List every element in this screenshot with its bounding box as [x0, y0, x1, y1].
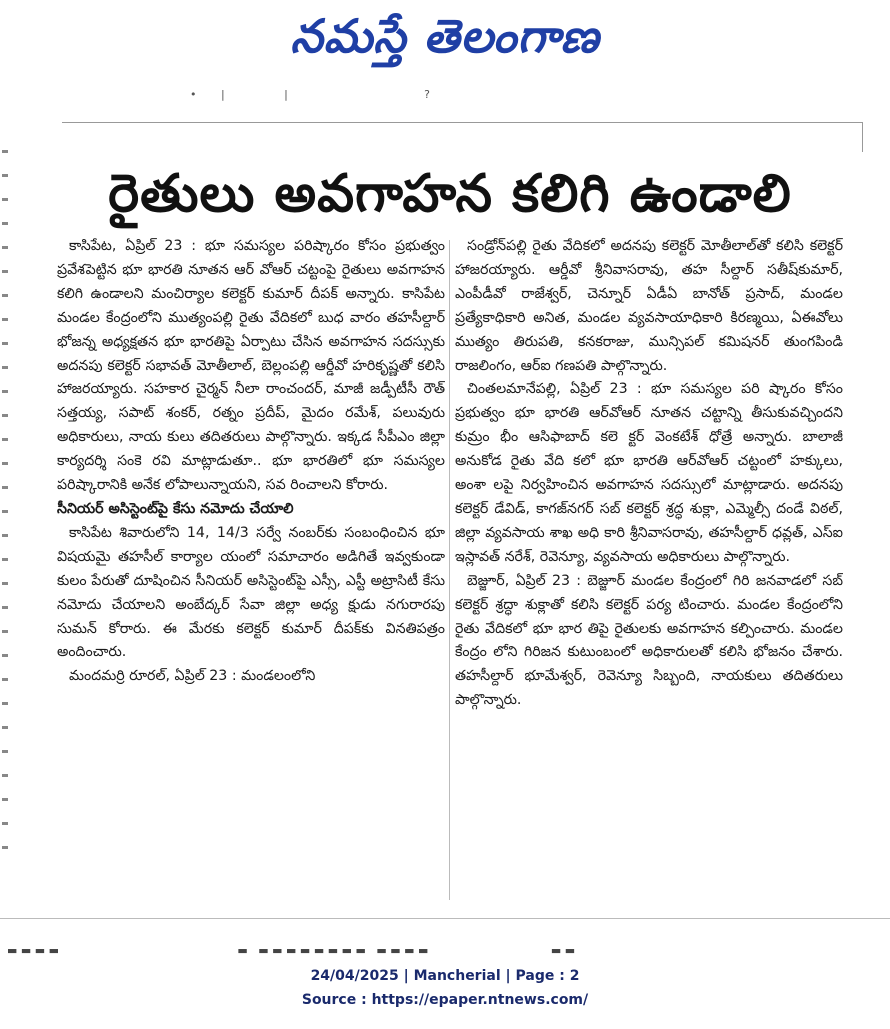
article-column-left	[57, 235, 445, 905]
left-margin-fragment	[2, 150, 8, 850]
masthead-logo: నమస్తే తెలంగాణ	[290, 9, 600, 63]
article-paragraph: బెజ్జూర్, ఏప్రిల్ 23 : బెజ్జూర్ మండల కేంద్రంలో గిరి జనవాడలో సబ్ కలెక్టర్ శ్రద్ధా శుక్లాతో కలిసి కలెక్టర్ పర్య టించారు. మండల కేంద్రంలోని రైతు వేదికలో భూ భార తిపై రైతులకు అవగాహన కల్పించారు. మండల కేంద్రం లోని గిరిజన కుటుంబంలో అధికారులతో కలిసి భోజనం చేశారు. తహసీల్దార్ భూమేశ్వర్, రెవెన్యూ సిబ్బంది, నాయకులు తదితరులు పాల్గొన్నారు.	[455, 572, 843, 709]
top-rule	[62, 122, 862, 123]
cropped-glyphs: ▬ ▬ ▬ ▬ ▬ ▬ ▬ ▬ ▬ ▬ ▬ ▬ ▬ ▬ ▬ ▬ ▬ ▬ ▬	[0, 944, 576, 957]
cropped-glyphs: • | | ?	[190, 88, 431, 101]
article-paragraph: చింతలమానేపల్లి, ఏప్రిల్ 23 : భూ సమస్యల పరి ష్కారం కోసం ప్రభుత్వం భూ భారతి ఆర్‌వోఆర్ నూతన చట్టాన్ని తీసుకువచ్చిందని కుమ్రం భీం ఆసిఫాబాద్ కలె క్టర్ వెంకటేశ్ ధోత్రే అన్నారు. బాలాజీ అనుకోడ రైతు వేది కలో భూ భారతి ఆర్‌వోఆర్ చట్టంలో హక్కులు, అంశా లపై నిర్వహించిన అవగాహన సదస్సులో మాట్లాడారు. అదనపు కలెక్టర్ డేవిడ్, కాగజ్‌నగర్ సబ్ కలెక్టర్ శ్రద్ధ శుక్లా, ఎమ్మెల్సీ దండే విఠల్, జిల్లా వ్యవసాయ శాఖ అధి కారి శ్రీనివాసరావు, తహసీల్దార్ ధవ్లత్, ఎస్‌ఐ ఇస్లావత్ నరేశ్, రెవెన్యూ, వ్యవసాయ అధికారులు పాల్గొన్నారు.	[455, 381, 843, 565]
bottom-rule	[0, 918, 890, 919]
article-headline: రైతులు అవగాహన కలిగి ఉండాలి	[108, 164, 792, 224]
footer-date-edition: 24/04/2025 | Mancherial | Page : 2	[310, 968, 580, 984]
article-paragraph: మందమర్రి రూరల్, ఏప్రిల్ 23 : మండలంలోని	[69, 668, 316, 685]
footer-source: Source : https://epaper.ntnews.com/	[301, 992, 589, 1008]
article-paragraph: కాసిపేట శివారులోని 14, 14/3 సర్వే నంబర్‌కు సంబంధించిన భూ విషయమై తహసీల్ కార్యాల యంలో సమాచారం అడిగితే ఇవ్వకుండా కులం పేరుతో దూషించిన సీనియర్ అసిస్టెంట్‌పై ఎస్సీ, ఎస్టీ అట్రాసిటీ కేసు నమోదు చేయాలని అంబేద్కర్ సేవా జిల్లా అధ్య క్షుడు నగురారపు సుమన్ కోరారు. ఈ మేరకు కలెక్టర్ కుమార్ దీపక్‌కు వినతిపత్రం అందించారు.	[57, 524, 445, 661]
article-paragraph: సండ్రోన్‌పల్లి రైతు వేదికలో అదనపు కలెక్టర్ మోతీలాల్‌తో కలిసి కలెక్టర్ హాజరయ్యారు. ఆర్డీవో శ్రీనివాసరావు, తహ సీల్దార్ సతీష్‌కుమార్, ఎంపీడీవో రాజేశ్వర్, చెన్నూర్ ఏడీఏ బానోత్ ప్రసాద్, మండల ప్రత్యేకాధికారి అనిత, మండల వ్యవసాయాధికారి కిరణ్మయి, ఏఈవోలు ముత్యం తిరుపతి, కనకరాజు, మున్సిపల్ కమిషనర్ తుంగపిండి రాజలింగం, ఆర్‌ఐ గణపతి పాల్గొన్నారు.	[455, 238, 843, 374]
column-divider	[449, 240, 450, 900]
right-edge-rule	[862, 122, 863, 152]
article-paragraph: కాసిపేట, ఏప్రిల్ 23 : భూ సమస్యల పరిష్కారం కోసం ప్రభుత్వం ప్రవేశపెట్టిన భూ భారతి నూతన ఆర్ వోఆర్ చట్టంపై రైతులు అవగాహన కలిగి ఉండాలని మంచిర్యాల కలెక్టర్ కుమార్ దీపక్ అన్నారు. కాసిపేట మండల కేంద్రంలోని ముత్యంపల్లి రైతు వేదికలో బుధ వారం తహసీల్దార్ భోజన్న అధ్యక్షతన భూ భారతిపై ఏర్పాటు చేసిన అవగాహన సదస్సుకు అదనపు కలెక్టర్ సభావత్ మోతీలాల్, బెల్లంపల్లి ఆర్డీవో హరికృష్ణతో కలిసి హాజరయ్యారు. సహకార చైర్మన్ నీలా రాంచందర్, మాజీ జడ్పీటీసీ రౌత్ సత్తయ్య, సపాట్ శంకర్, రత్నం ప్రదీప్, మైదం రమేశ్, పలువురు అధికారులు, నాయ కులు తదితరులు పాల్గొన్నారు. ఇక్కడ సీపీఎం జిల్లా కార్యదర్శి సంకె రవి మాట్లాడుతూ.. భూ భారతిలో భూ సమస్యల పరిష్కారానికి అనేక లోపాలున్నాయని, సవ రించాలని కోరారు.	[57, 238, 445, 494]
cropped-text-fragment	[190, 88, 670, 102]
article-subheading: సీనియర్ అసిస్టెంట్‌పై కేసు నమోదు చేయాలి	[57, 500, 294, 517]
article-column-right	[455, 235, 843, 905]
cropped-bottom-fragment	[0, 944, 890, 958]
